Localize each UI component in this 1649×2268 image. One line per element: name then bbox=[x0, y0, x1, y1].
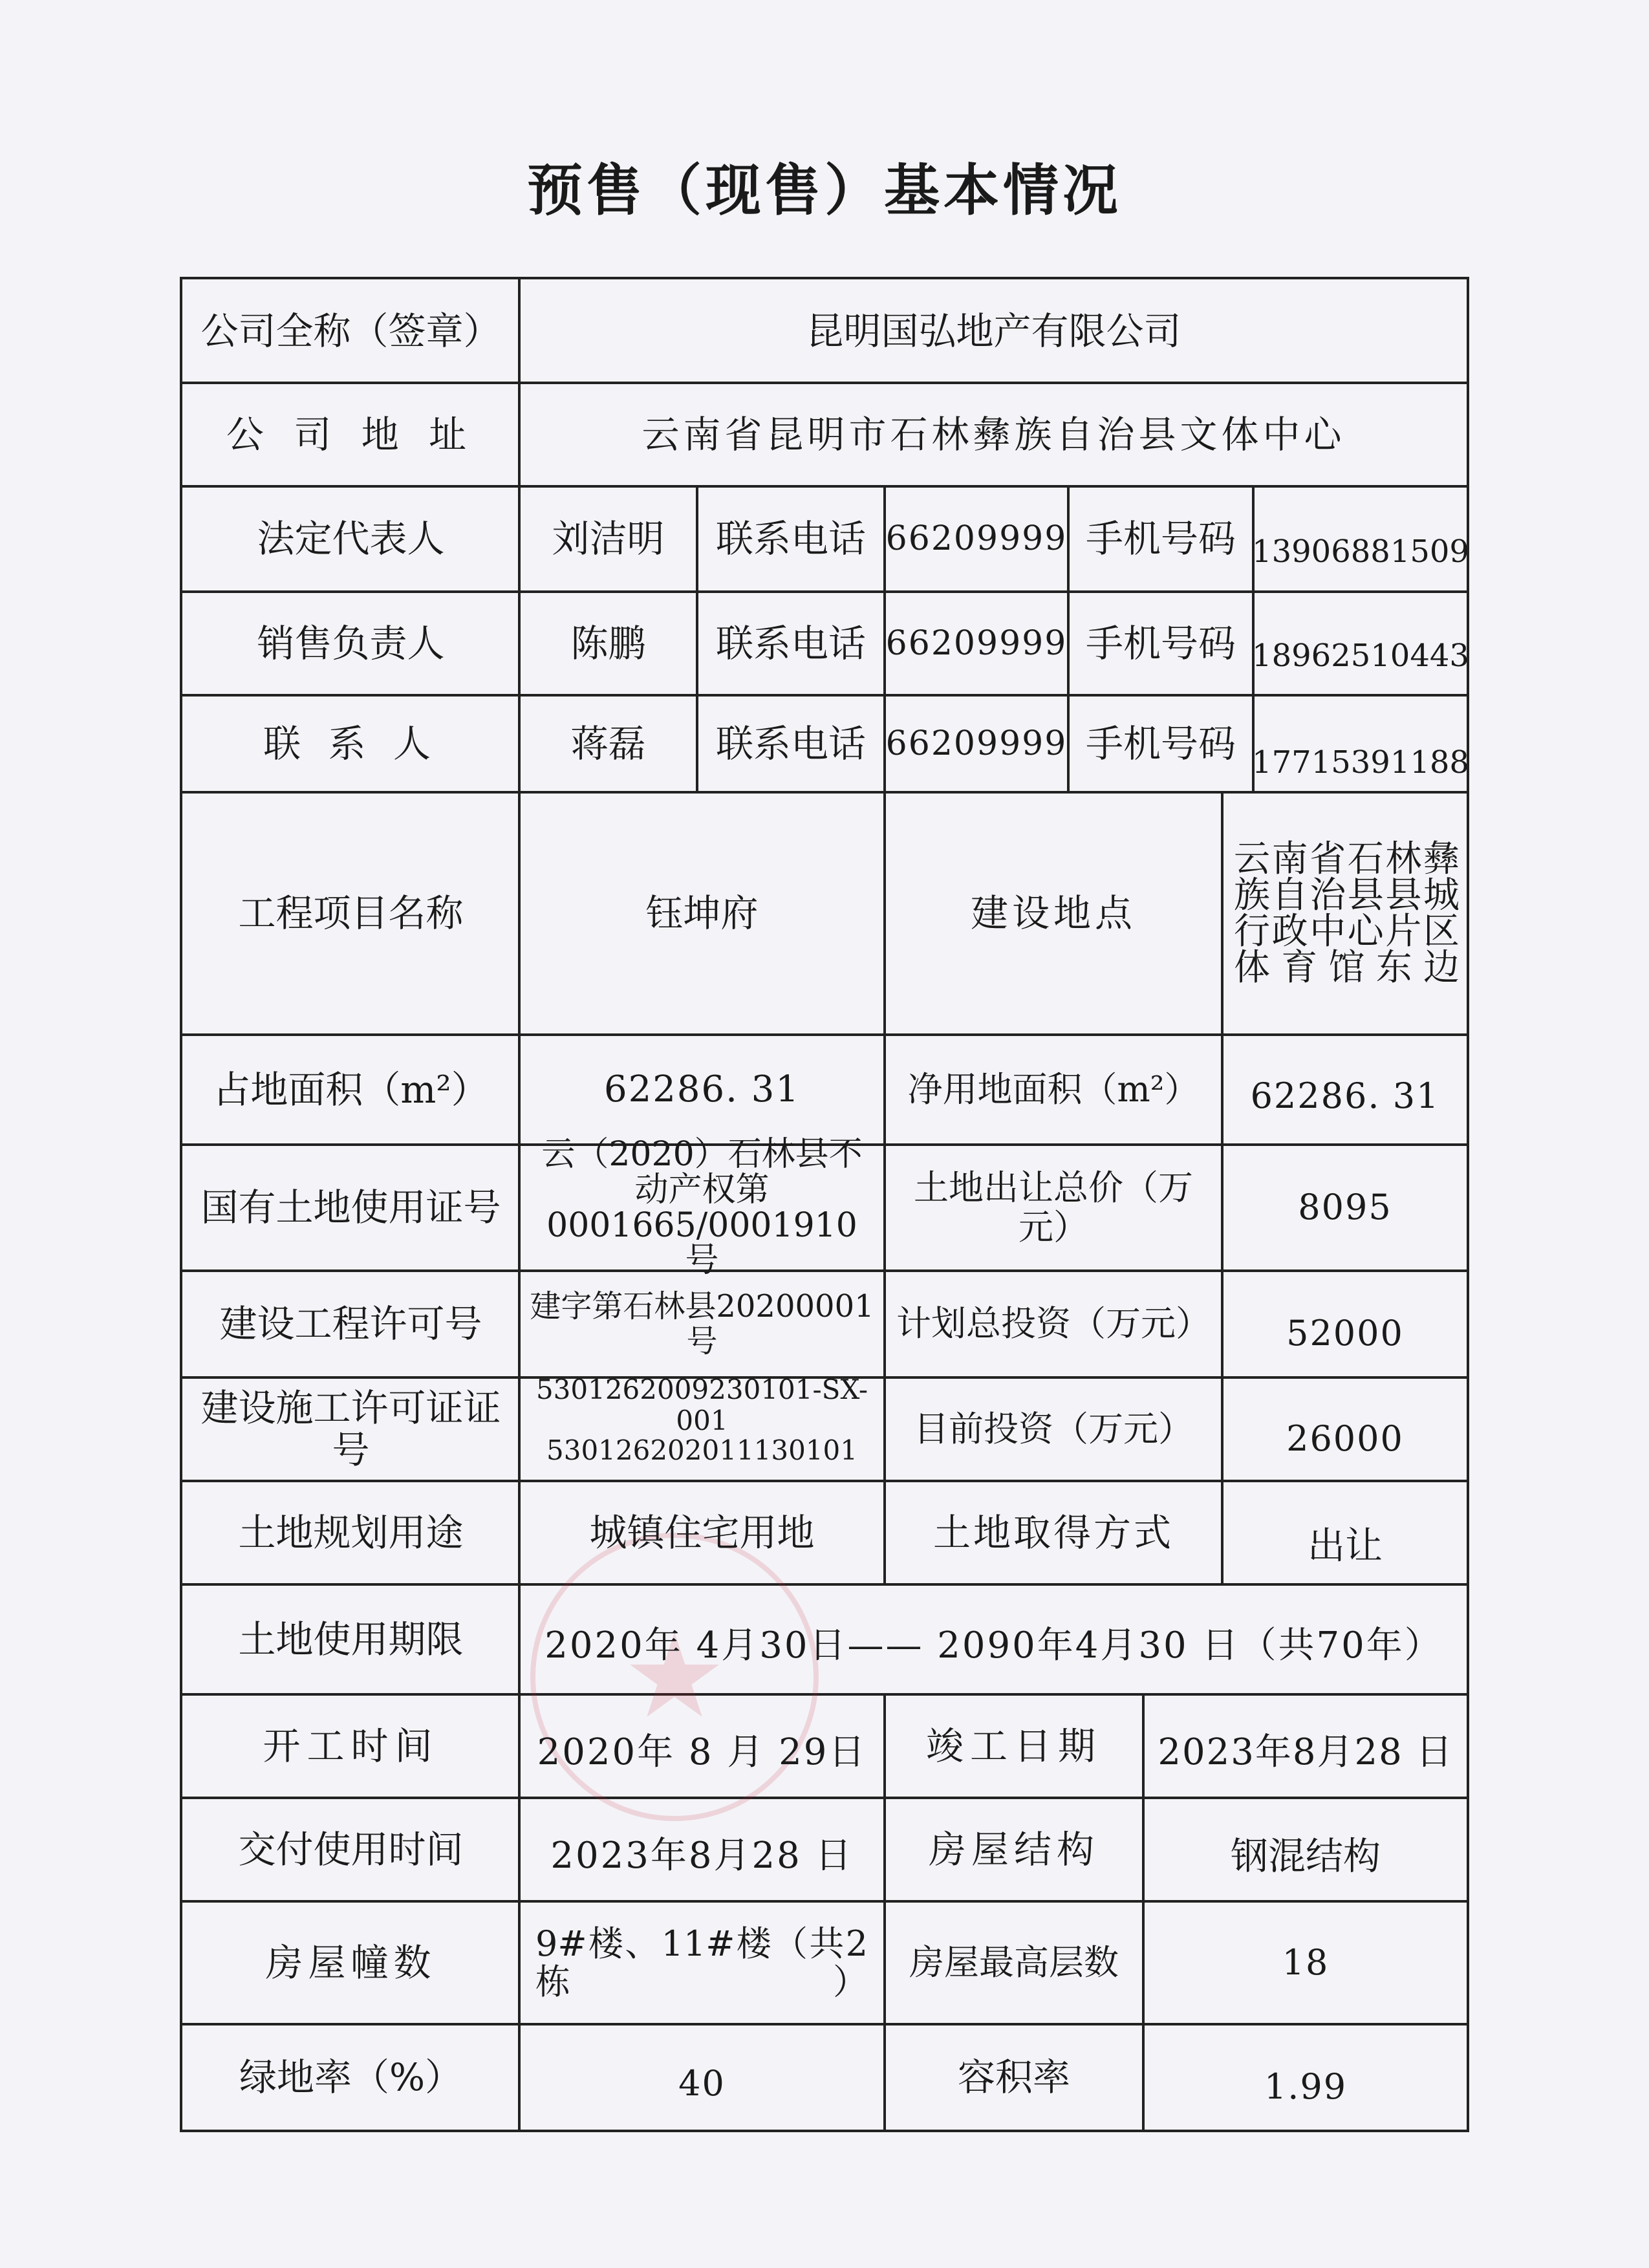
finish-date-label: 竣工日期 bbox=[925, 1723, 1102, 1768]
permit-label: 建设工程许可号 bbox=[219, 1302, 482, 1346]
legal-rep-mobile-label: 手机号码 bbox=[1085, 517, 1236, 561]
project-location: 云南省石林彝族自治县县城行政中心片区体育馆东边 bbox=[1234, 837, 1460, 989]
start-date-label: 开工时间 bbox=[263, 1723, 439, 1768]
max-floors-label: 房屋最高层数 bbox=[909, 1941, 1119, 1983]
green-rate: 40 bbox=[678, 2063, 726, 2104]
total-investment-label: 计划总投资（万元） bbox=[896, 1303, 1211, 1345]
sales-lead-phone-label: 联系电话 bbox=[715, 621, 866, 665]
land-cert: 云（2020）石林县不动产权第0001665/0001910号 bbox=[541, 1135, 863, 1280]
project-name: 钰坤府 bbox=[645, 891, 759, 936]
legal-rep-phone: 66209999 bbox=[885, 519, 1068, 559]
total-investment: 52000 bbox=[1286, 1313, 1404, 1354]
start-date: 2020年 8 月 29日 bbox=[537, 1731, 867, 1773]
sales-lead-mobile: 18962510443 bbox=[1252, 638, 1469, 675]
company-address: 云南省昆明市石林彝族自治县文体中心 bbox=[641, 412, 1346, 457]
buildings-label: 房屋幢数 bbox=[265, 1940, 436, 1985]
contact-person-mobile-label: 手机号码 bbox=[1085, 721, 1236, 766]
legal-rep-mobile: 13906881509 bbox=[1252, 533, 1469, 570]
structure: 钢混结构 bbox=[1230, 1833, 1381, 1878]
contact-person-phone: 66209999 bbox=[885, 724, 1068, 763]
land-term-label: 土地使用期限 bbox=[238, 1617, 464, 1661]
sales-lead-phone: 66209999 bbox=[885, 623, 1068, 663]
land-term: 2020年 4月30日—— 2090年4月30 日（共70年） bbox=[544, 1624, 1443, 1667]
current-investment: 26000 bbox=[1286, 1418, 1404, 1459]
net-land-area-label: 净用地面积（m²） bbox=[907, 1068, 1200, 1110]
construction-permit-label: 建设施工许可证证号 bbox=[200, 1386, 501, 1472]
current-investment-label: 目前投资（万元） bbox=[914, 1408, 1193, 1449]
net-land-area: 62286. 31 bbox=[1250, 1075, 1440, 1116]
construction-permit-2: 530126202011130101 bbox=[546, 1434, 857, 1466]
legal-rep-name: 刘洁明 bbox=[552, 517, 665, 561]
max-floors: 18 bbox=[1282, 1941, 1330, 1983]
legal-rep-label: 法定代表人 bbox=[257, 517, 445, 561]
sales-lead-mobile-label: 手机号码 bbox=[1085, 621, 1236, 665]
delivery-date-label: 交付使用时间 bbox=[238, 1827, 464, 1872]
delivery-date: 2023年8月28 日 bbox=[550, 1834, 854, 1877]
finish-date: 2023年8月28 日 bbox=[1158, 1731, 1454, 1773]
page-title: 预售（现售）基本情况 bbox=[527, 158, 1122, 223]
land-use-label: 土地规划用途 bbox=[238, 1510, 464, 1555]
contact-person-name: 蒋磊 bbox=[570, 721, 646, 766]
sales-lead-name: 陈鹏 bbox=[570, 621, 646, 665]
construction-permit-1: 5301262009230101-SX-001 bbox=[535, 1374, 868, 1436]
contact-person-label: 联 系 人 bbox=[263, 721, 438, 766]
land-acquire-label: 土地取得方式 bbox=[932, 1510, 1174, 1555]
far-label: 容积率 bbox=[957, 2055, 1070, 2100]
company-address-label: 公 司 地 址 bbox=[226, 412, 476, 457]
land-price-label: 土地出让总价（万元） bbox=[914, 1167, 1193, 1247]
company-name: 昆明国弘地产有限公司 bbox=[806, 308, 1181, 353]
buildings: 9#楼、11#楼（共2栋） bbox=[535, 1923, 868, 2002]
far: 1.99 bbox=[1264, 2066, 1348, 2108]
land-cert-label: 国有土地使用证号 bbox=[200, 1185, 501, 1230]
land-area: 62286. 31 bbox=[603, 1068, 800, 1110]
sales-lead-label: 销售负责人 bbox=[257, 621, 445, 665]
land-use: 城镇住宅用地 bbox=[589, 1510, 815, 1555]
permit-number: 建字第石林县20200001号 bbox=[530, 1288, 874, 1359]
company-name-label: 公司全称（签章） bbox=[200, 308, 501, 353]
structure-label: 房屋结构 bbox=[928, 1827, 1099, 1872]
legal-rep-phone-label: 联系电话 bbox=[715, 517, 866, 561]
green-rate-label: 绿地率（%） bbox=[239, 2055, 463, 2100]
land-area-label: 占地面积（m²） bbox=[213, 1067, 489, 1112]
project-location-label: 建设地点 bbox=[970, 891, 1136, 936]
project-name-label: 工程项目名称 bbox=[238, 891, 464, 936]
land-acquire: 出让 bbox=[1307, 1523, 1383, 1568]
contact-person-phone-label: 联系电话 bbox=[715, 721, 866, 766]
contact-person-mobile: 17715391188 bbox=[1252, 744, 1469, 781]
land-price: 8095 bbox=[1298, 1187, 1392, 1228]
